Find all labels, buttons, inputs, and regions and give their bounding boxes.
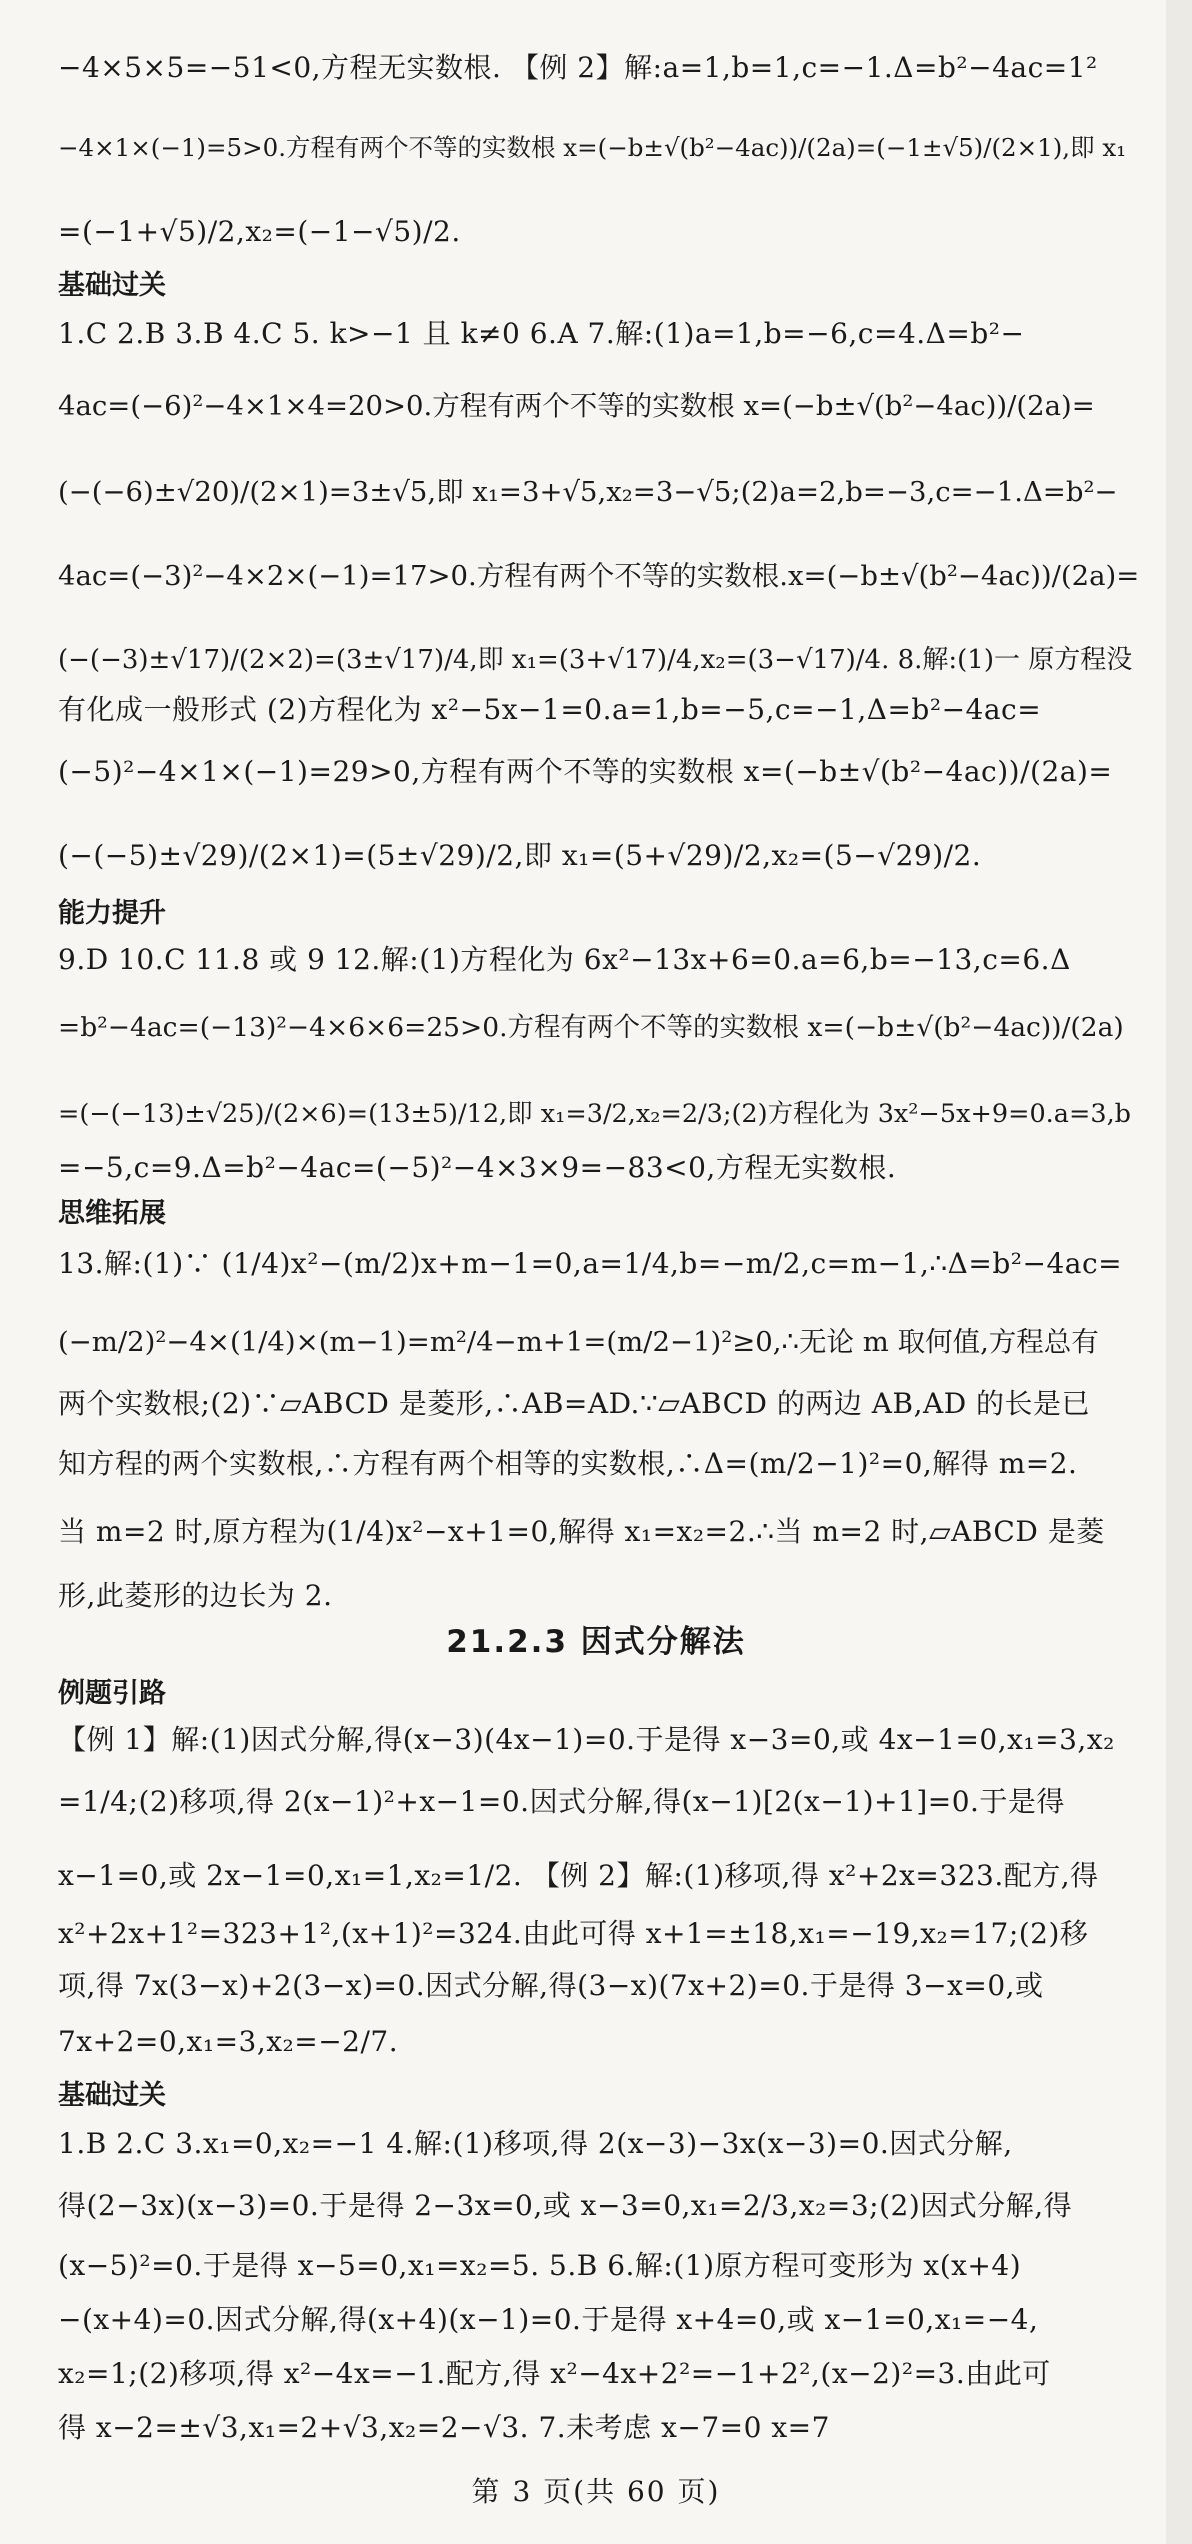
text-line: 项,得 7x(3−x)+2(3−x)=0.因式分解,得(3−x)(7x+2)=0.于是得 3−x=0,或 [58, 1969, 1044, 2002]
page-footer: 第 3 页(共 60 页) [471, 2475, 721, 2508]
text-line: (x−5)²=0.于是得 x−5=0,x₁=x₂=5. 5.B 6.解:(1)原方程可变形为 x(x+4) [58, 2249, 1022, 2282]
text-line: =(−(−13)±√25)/(2×6)=(13±5)/12,即 x₁=3/2,x₂=2/3;(2)方程化为 3x²−5x+9=0.a=3,b [58, 1099, 1132, 1129]
section-heading: 基础过关 [58, 270, 166, 301]
text-line: x²+2x+1²=323+1²,(x+1)²=324.由此可得 x+1=±18,x₁=−19,x₂=17;(2)移 [58, 1917, 1089, 1950]
section-heading: 思维拓展 [58, 1198, 166, 1229]
text-line: =1/4;(2)移项,得 2(x−1)²+x−1=0.因式分解,得(x−1)[2(x−1)+1]=0.于是得 [58, 1785, 1065, 1818]
text-line: 【例 1】解:(1)因式分解,得(x−3)(4x−1)=0.于是得 x−3=0,或 4x−1=0,x₁=3,x₂ [58, 1723, 1115, 1756]
text-line: −4×5×5=−51<0,方程无实数根. 【例 2】解:a=1,b=1,c=−1.Δ=b²−4ac=1² [58, 51, 1098, 84]
text-line: 有化成一般形式 (2)方程化为 x²−5x−1=0.a=1,b=−5,c=−1,Δ=b²−4ac= [58, 693, 1042, 726]
text-line: 1.C 2.B 3.B 4.C 5. k>−1 且 k≠0 6.A 7.解:(1)a=1,b=−6,c=4.Δ=b²− [58, 317, 1025, 350]
section-title: 21.2.3 因式分解法 [446, 1624, 746, 1660]
text-line: −4×1×(−1)=5>0.方程有两个不等的实数根 x=(−b±√(b²−4ac))/(2a)=(−1±√5)/(2×1),即 x₁ [58, 133, 1127, 162]
text-line: =(−1+√5)/2,x₂=(−1−√5)/2. [58, 215, 461, 248]
text-line: 得(2−3x)(x−3)=0.于是得 2−3x=0,或 x−3=0,x₁=2/3,x₂=3;(2)因式分解,得 [58, 2189, 1073, 2222]
text-line: =b²−4ac=(−13)²−4×6×6=25>0.方程有两个不等的实数根 x=(−b±√(b²−4ac))/(2a) [58, 1012, 1124, 1043]
text-line: 4ac=(−6)²−4×1×4=20>0.方程有两个不等的实数根 x=(−b±√(b²−4ac))/(2a)= [58, 390, 1095, 422]
text-line: 7x+2=0,x₁=3,x₂=−2/7. [58, 2025, 399, 2058]
text-line: 知方程的两个实数根,∴方程有两个相等的实数根,∴Δ=(m/2−1)²=0,解得 m=2. [58, 1447, 1078, 1480]
text-line: 9.D 10.C 11.8 或 9 12.解:(1)方程化为 6x²−13x+6=0.a=6,b=−13,c=6.Δ [58, 943, 1071, 976]
text-line: x₂=1;(2)移项,得 x²−4x=−1.配方,得 x²−4x+2²=−1+2²,(x−2)²=3.由此可 [58, 2357, 1051, 2390]
section-heading: 例题引路 [58, 1678, 166, 1709]
text-line: 得 x−2=±√3,x₁=2+√3,x₂=2−√3. 7.未考虑 x−7=0 x=7 [58, 2411, 830, 2444]
text-line: (−(−5)±√29)/(2×1)=(5±√29)/2,即 x₁=(5+√29)/2,x₂=(5−√29)/2. [58, 839, 982, 872]
text-line: (−m/2)²−4×(1/4)×(m−1)=m²/4−m+1=(m/2−1)²≥0,∴无论 m 取何值,方程总有 [58, 1326, 1099, 1358]
text-line: −(x+4)=0.因式分解,得(x+4)(x−1)=0.于是得 x+4=0,或 x−1=0,x₁=−4, [58, 2303, 1039, 2336]
text-line: =−5,c=9.Δ=b²−4ac=(−5)²−4×3×9=−83<0,方程无实数根. [58, 1151, 897, 1184]
text-line: x−1=0,或 2x−1=0,x₁=1,x₂=1/2. 【例 2】解:(1)移项,得 x²+2x=323.配方,得 [58, 1859, 1099, 1892]
text-line: 1.B 2.C 3.x₁=0,x₂=−1 4.解:(1)移项,得 2(x−3)−3x(x−3)=0.因式分解, [58, 2127, 1013, 2160]
text-line: (−(−6)±√20)/(2×1)=3±√5,即 x₁=3+√5,x₂=3−√5;(2)a=2,b=−3,c=−1.Δ=b²− [58, 476, 1118, 508]
section-heading: 基础过关 [58, 2080, 166, 2111]
section-heading: 能力提升 [58, 898, 166, 929]
text-line: 13.解:(1)∵ (1/4)x²−(m/2)x+m−1=0,a=1/4,b=−m/2,c=m−1,∴Δ=b²−4ac= [58, 1247, 1123, 1280]
text-line: (−5)²−4×1×(−1)=29>0,方程有两个不等的实数根 x=(−b±√(b²−4ac))/(2a)= [58, 755, 1113, 788]
page-edge [1166, 0, 1192, 2544]
text-line: 形,此菱形的边长为 2. [58, 1579, 333, 1612]
text-line: (−(−3)±√17)/(2×2)=(3±√17)/4,即 x₁=(3+√17)/4,x₂=(3−√17)/4. 8.解:(1)一 原方程没 [58, 645, 1133, 675]
text-line: 4ac=(−3)²−4×2×(−1)=17>0.方程有两个不等的实数根.x=(−b±√(b²−4ac))/(2a)= [58, 560, 1140, 592]
text-line: 两个实数根;(2)∵▱ABCD 是菱形,∴AB=AD.∵▱ABCD 的两边 AB,AD 的长是已 [58, 1387, 1091, 1420]
text-line: 当 m=2 时,原方程为(1/4)x²−x+1=0,解得 x₁=x₂=2.∴当 m=2 时,▱ABCD 是菱 [58, 1515, 1105, 1548]
